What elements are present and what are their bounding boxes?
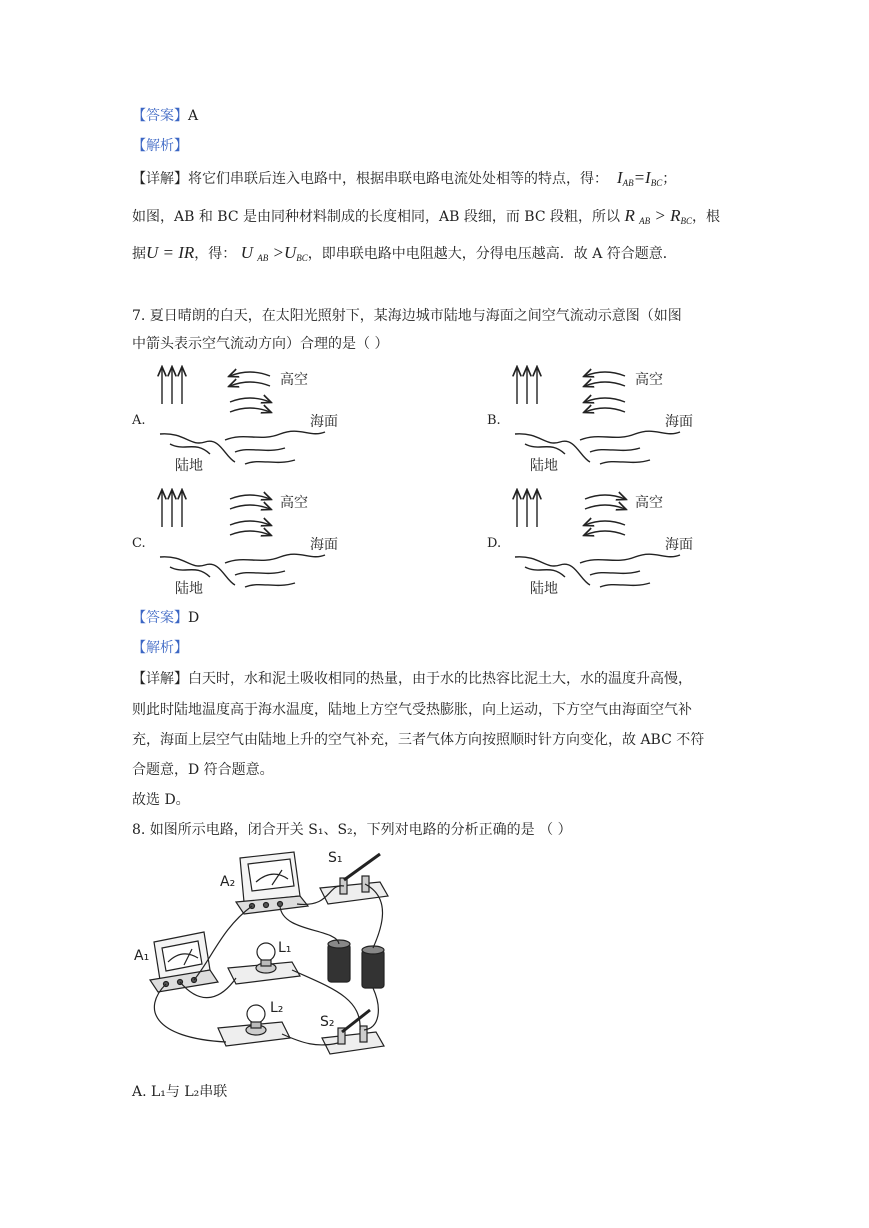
label-l1: L₁ bbox=[278, 940, 292, 956]
label-sea: 海面 bbox=[310, 414, 338, 430]
diagram-option-a bbox=[150, 362, 345, 477]
option-c-label: C. bbox=[132, 536, 146, 551]
detail-line-2 bbox=[132, 206, 720, 231]
label-a1: A₁ bbox=[134, 948, 150, 964]
label-a2: A₂ bbox=[220, 874, 236, 890]
label-sea: 海面 bbox=[665, 537, 693, 553]
label-land: 陆地 bbox=[175, 458, 203, 474]
detail-line-5: 故选 D。 bbox=[132, 792, 190, 808]
label-high: 高空 bbox=[635, 495, 663, 511]
detail-text: 白天时，水和泥土吸收相同的热量，由于水的比热容比泥土大，水的温度升高慢， bbox=[188, 671, 692, 687]
detail-line-4: 合题意，D 符合题意。 bbox=[132, 762, 274, 778]
option-d-label: D. bbox=[487, 536, 502, 551]
label-high: 高空 bbox=[280, 495, 308, 511]
detail-text: ，即串联电路中电阻越大，分得电压越高．故 A 符合题意． bbox=[307, 246, 677, 262]
diagram-option-b bbox=[505, 362, 700, 477]
question-8-option-a: A. L₁与 L₂串联 bbox=[132, 1084, 228, 1100]
answer-tag: 【答案】 bbox=[132, 610, 188, 626]
detail-line-3: 充，海面上层空气由陆地上升的空气补充，三者气体方向按照顺时针方向变化，故 ABC 不符 bbox=[132, 732, 705, 748]
detail-line-1: 【详解】将它们串联后连入电路中，根据串联电路电流处处相等的特点，得： $I_{AB}=I_{BC}$； bbox=[132, 168, 677, 188]
diagram-option-d bbox=[505, 485, 700, 600]
detail-text: 如图，AB 和 BC 是由同种材料制成的长度相同，AB 段细，而 BC 段粗，所以 bbox=[132, 209, 621, 225]
detail-tag: 【详解】 bbox=[132, 671, 188, 687]
answer-tag: 【答案】 bbox=[132, 108, 188, 124]
question-8-stem: 8. 如图所示电路，闭合开关 S₁、S₂，下列对电路的分析正确的是 （ ） bbox=[132, 822, 572, 838]
analysis-tag: 【解析】 bbox=[132, 138, 188, 154]
detail-text: ，得： bbox=[194, 246, 237, 262]
label-high: 高空 bbox=[280, 372, 308, 388]
question-7-stem-1: 7. 夏日晴朗的白天，在太阳光照射下，某海边城市陆地与海面之间空气流动示意图（如图 bbox=[132, 308, 682, 324]
equation-current: $I_{AB}=I_{BC}$ bbox=[616, 168, 663, 188]
label-s1: S₁ bbox=[328, 850, 343, 866]
label-land: 陆地 bbox=[530, 458, 558, 474]
detail-line-3 bbox=[132, 243, 677, 268]
detail-text: ，根 bbox=[692, 209, 720, 225]
detail-text: 将它们串联后连入电路中，根据串联电路电流处处相等的特点，得： bbox=[188, 171, 608, 187]
equation-resistance: R $_{AB} > R_{BC}$ bbox=[624, 206, 692, 226]
option-a-label: A. bbox=[132, 413, 146, 428]
label-sea: 海面 bbox=[665, 414, 693, 430]
analysis-tag: 【解析】 bbox=[132, 640, 188, 656]
label-s2: S₂ bbox=[320, 1014, 335, 1030]
detail-line-2: 则此时陆地温度高于海水温度，陆地上方空气受热膨胀，向上运动，下方空气由海面空气补 bbox=[132, 702, 692, 718]
answer-line bbox=[132, 608, 199, 628]
equation-voltage: U $_{AB} >U_{BC}$ bbox=[240, 243, 308, 263]
diagram-option-c bbox=[150, 485, 345, 600]
circuit-diagram bbox=[132, 848, 392, 1063]
detail-line-1 bbox=[132, 669, 692, 689]
detail-text: 据 bbox=[132, 246, 146, 262]
label-high: 高空 bbox=[635, 372, 663, 388]
question-7-stem-2: 中箭头表示空气流动方向）合理的是（ ） bbox=[132, 336, 389, 352]
equation-ohm: U = IR bbox=[146, 243, 195, 262]
answer-line bbox=[132, 106, 198, 126]
label-land: 陆地 bbox=[175, 581, 203, 597]
detail-tag: 【详解】 bbox=[132, 171, 188, 187]
label-sea: 海面 bbox=[310, 537, 338, 553]
label-land: 陆地 bbox=[530, 581, 558, 597]
answer-value: A bbox=[188, 108, 199, 124]
label-l2: L₂ bbox=[270, 1000, 284, 1016]
answer-value: D bbox=[188, 610, 200, 626]
option-b-label: B. bbox=[487, 413, 501, 428]
